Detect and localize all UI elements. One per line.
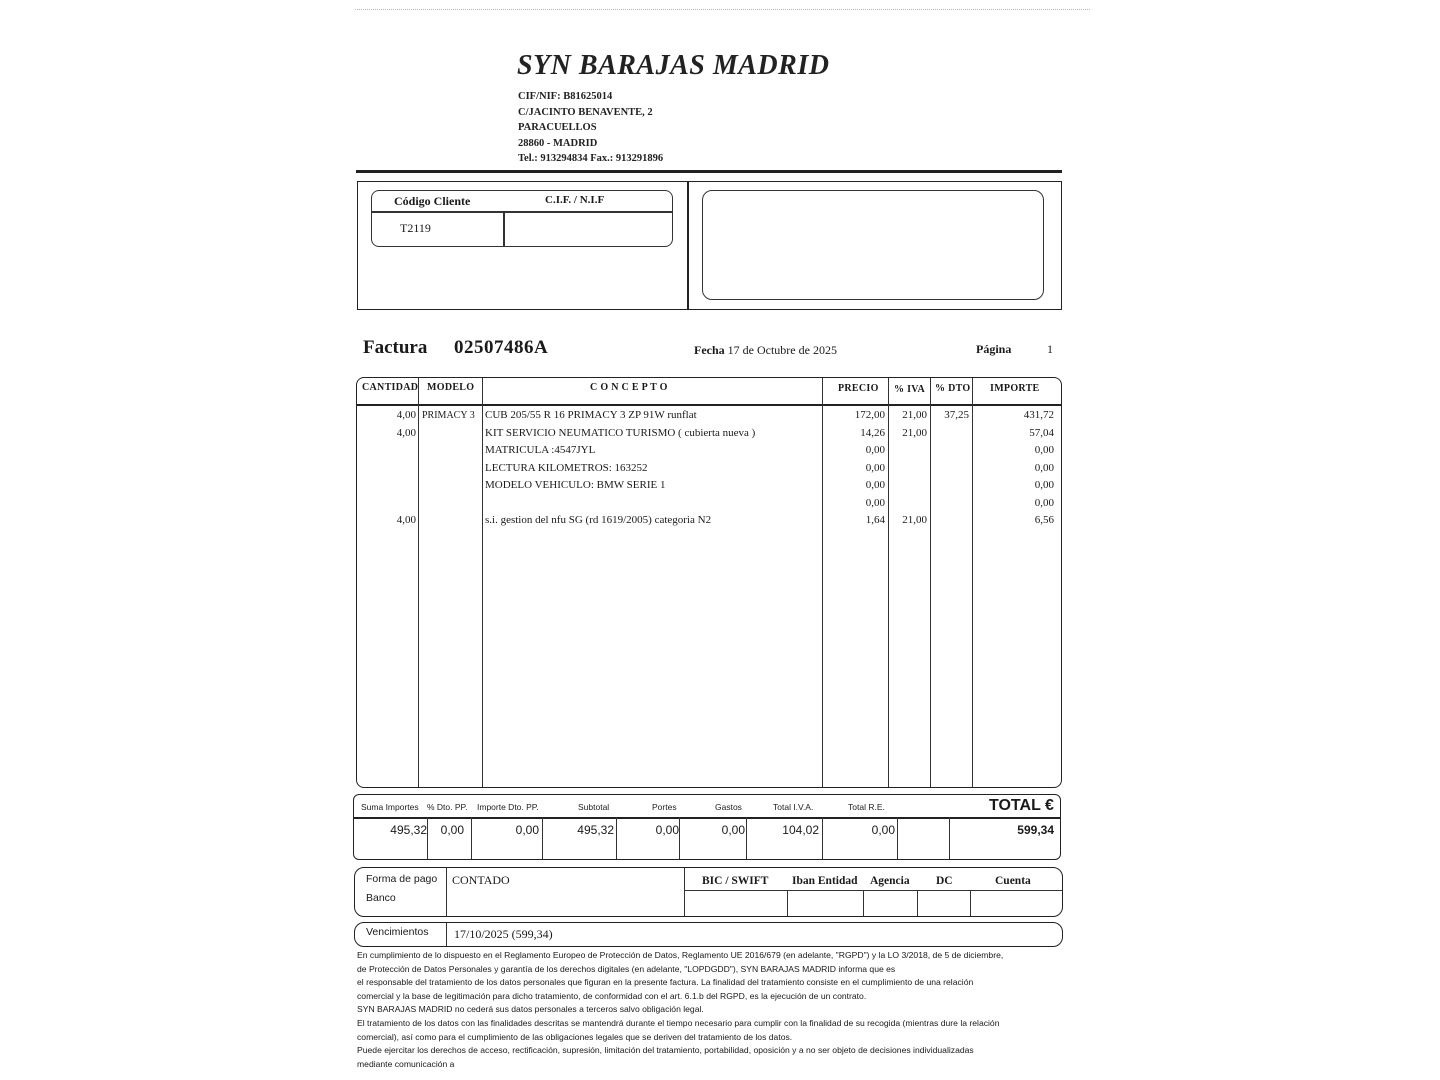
cell-modelo bbox=[422, 477, 484, 495]
cell-modelo bbox=[422, 495, 484, 513]
banco-label: Banco bbox=[366, 892, 396, 904]
forma-pago-value: CONTADO bbox=[452, 873, 510, 887]
value-dto-pp: 0,00 bbox=[440, 823, 464, 837]
vencimientos-value: 17/10/2025 (599,34) bbox=[454, 927, 553, 941]
company-phones: Tel.: 913294834 Fax.: 913291896 bbox=[518, 153, 664, 164]
value-gastos: 0,00 bbox=[721, 823, 745, 837]
vencimientos-label: Vencimientos bbox=[366, 926, 429, 938]
cell-iva: 21,00 bbox=[902, 514, 927, 526]
cell-dto bbox=[931, 442, 969, 460]
cell-precio: 0,00 bbox=[865, 496, 885, 509]
cell-modelo bbox=[422, 512, 484, 530]
value-total-iva: 104,02 bbox=[782, 823, 819, 837]
th-cantidad: CANTIDAD bbox=[362, 382, 419, 393]
label-portes: Portes bbox=[652, 802, 677, 812]
cell-precio: 172,00 bbox=[854, 409, 885, 421]
cell-modelo: PRIMACY 3 bbox=[422, 410, 475, 421]
client-cif-label: C.I.F. / N.I.F bbox=[545, 194, 605, 206]
cell-modelo bbox=[422, 425, 484, 443]
company-address bbox=[518, 89, 663, 167]
cell-dto: 37,25 bbox=[944, 409, 969, 421]
cell-cantidad bbox=[359, 477, 416, 495]
legal-line: El tratamiento de los datos con las finalidades descritas se mantendrá durante el tiempo necesario para cumplir con la finalidad de su recogida (mientras dure la relación bbox=[357, 1017, 1000, 1028]
header-divider bbox=[356, 170, 1062, 173]
cell-concepto: MODELO VEHICULO: BMW SERIE 1 bbox=[485, 479, 666, 491]
cell-dto bbox=[931, 477, 969, 495]
cell-iva: 21,00 bbox=[902, 409, 927, 421]
cell-iva bbox=[889, 442, 927, 460]
label-dto-pp: % Dto. PP. bbox=[427, 802, 468, 812]
legal-line: de Protección de Datos Personales y garantía de los derechos digitales (en adelante, "LOPDGDD"), SYN BARAJAS MADRID informa que es bbox=[357, 963, 896, 974]
cell-modelo bbox=[422, 460, 484, 478]
company-cif: CIF/NIF: B81625014 bbox=[518, 91, 613, 102]
cell-cantidad: 4,00 bbox=[396, 514, 416, 526]
cell-iva bbox=[889, 477, 927, 495]
value-suma-importes: 495,32 bbox=[390, 823, 427, 837]
value-total: 599,34 bbox=[1017, 823, 1054, 837]
value-total-re: 0,00 bbox=[871, 823, 895, 837]
bic-swift-label: BIC / SWIFT bbox=[702, 875, 769, 887]
cell-iva bbox=[889, 495, 927, 513]
legal-line: Puede ejercitar los derechos de acceso, rectificación, supresión, limitación del tratamiento, portabilidad, oposición y a no ser objeto de decisiones individualizadas bbox=[357, 1045, 974, 1056]
cell-importe: 0,00 bbox=[1034, 444, 1054, 456]
cell-cantidad bbox=[359, 442, 416, 460]
value-portes: 0,00 bbox=[655, 823, 679, 837]
cell-importe: 0,00 bbox=[1034, 496, 1054, 509]
th-precio: PRECIO bbox=[838, 383, 879, 394]
cell-concepto: MATRICULA :4547JYL bbox=[485, 444, 596, 456]
client-section-divider bbox=[687, 182, 689, 309]
company-town: PARACUELLOS bbox=[518, 122, 597, 133]
client-code-value: T2119 bbox=[400, 221, 431, 235]
cell-dto bbox=[931, 495, 969, 513]
cell-precio: 14,26 bbox=[860, 426, 885, 439]
value-importe-dto: 0,00 bbox=[515, 823, 539, 837]
agencia-label: Agencia bbox=[870, 875, 910, 887]
cell-precio: 0,00 bbox=[865, 444, 885, 456]
label-subtotal: Subtotal bbox=[578, 802, 610, 812]
cell-precio: 0,00 bbox=[865, 461, 885, 474]
cell-concepto bbox=[485, 495, 815, 513]
legal-line: En cumplimiento de lo dispuesto en el Reglamento Europeo de Protección de Datos, Reglamento UE 2016/679 (en adelante, "RGPD") y la LO 3/2018, de 5 de diciembre, bbox=[357, 950, 1004, 960]
client-code-label: Código Cliente bbox=[394, 194, 471, 208]
cell-concepto: LECTURA KILOMETROS: 163252 bbox=[485, 461, 648, 474]
th-modelo: MODELO bbox=[427, 382, 475, 393]
cuenta-label: Cuenta bbox=[995, 875, 1031, 887]
cell-importe: 0,00 bbox=[1034, 461, 1054, 474]
invoice-date-value: 17 de Octubre de 2025 bbox=[727, 343, 837, 357]
cell-iva bbox=[889, 460, 927, 478]
th-concepto: C O N C E P T O bbox=[590, 382, 668, 393]
legal-line: mediante comunicación a bbox=[357, 1058, 455, 1069]
cell-precio: 0,00 bbox=[865, 479, 885, 491]
invoice-label: Factura bbox=[363, 337, 428, 358]
value-subtotal: 495,32 bbox=[577, 823, 614, 837]
th-dto: % DTO bbox=[935, 383, 971, 394]
label-total: TOTAL € bbox=[989, 797, 1054, 814]
invoice-number: 02507486A bbox=[454, 337, 549, 358]
cell-concepto: KIT SERVICIO NEUMATICO TURISMO ( cubierta nueva ) bbox=[485, 426, 756, 439]
label-total-iva: Total I.V.A. bbox=[773, 802, 814, 812]
dc-label: DC bbox=[936, 875, 953, 887]
scan-top-edge bbox=[355, 9, 1090, 14]
legal-line: SYN BARAJAS MADRID no cederá sus datos personales a terceros salvo obligación legal. bbox=[357, 1004, 704, 1015]
cell-concepto: s.i. gestion del nfu SG (rd 1619/2005) categoria N2 bbox=[485, 514, 712, 526]
th-iva: % IVA bbox=[894, 384, 926, 395]
cell-dto bbox=[931, 460, 969, 478]
legal-line: comercial), así como para el cumplimiento de las obligaciones legales que se deriven del tratamiento de los datos. bbox=[357, 1031, 793, 1042]
cell-cantidad bbox=[359, 495, 416, 513]
page-label: Página bbox=[976, 342, 1012, 356]
company-name: SYN BARAJAS MADRID bbox=[517, 50, 830, 81]
cell-importe: 0,00 bbox=[1034, 479, 1054, 491]
cell-importe: 57,04 bbox=[1029, 426, 1054, 439]
invoice-date-label: Fecha bbox=[694, 343, 725, 357]
cell-importe: 431,72 bbox=[1023, 409, 1054, 421]
invoice-date bbox=[694, 343, 837, 358]
cell-dto bbox=[931, 425, 969, 443]
label-total-re: Total R.E. bbox=[848, 802, 885, 812]
company-street: C/JACINTO BENAVENTE, 2 bbox=[518, 106, 653, 118]
cell-importe: 6,56 bbox=[1034, 514, 1054, 526]
legal-line: el responsable del tratamiento de los datos personales que figuran en la presente factura. La finalidad del tratamiento consiste en el cumplimiento de una relación bbox=[357, 977, 974, 988]
legal-notice bbox=[357, 949, 1057, 1071]
forma-pago-label: Forma de pago bbox=[366, 873, 438, 885]
label-importe-dto: Importe Dto. PP. bbox=[477, 802, 539, 812]
page-number: 1 bbox=[1047, 342, 1053, 356]
cell-concepto: CUB 205/55 R 16 PRIMACY 3 ZP 91W runflat bbox=[485, 409, 697, 421]
legal-line: comercial y la base de legitimación para dicho tratamiento, de conformidad con el art. 6.1.b del RGPD, es la ejecución de un contrato. bbox=[357, 990, 867, 1001]
iban-entidad-label: Iban Entidad bbox=[792, 875, 858, 887]
cell-cantidad: 4,00 bbox=[396, 409, 416, 421]
client-address-box bbox=[702, 190, 1044, 300]
th-importe: IMPORTE bbox=[990, 383, 1040, 394]
cell-cantidad: 4,00 bbox=[396, 426, 416, 439]
label-suma-importes: Suma Importes bbox=[361, 802, 419, 812]
cell-iva: 21,00 bbox=[902, 426, 927, 439]
cell-modelo bbox=[422, 442, 484, 460]
company-city: 28860 - MADRID bbox=[518, 137, 598, 149]
cell-cantidad bbox=[359, 460, 416, 478]
cell-dto bbox=[931, 512, 969, 530]
label-gastos: Gastos bbox=[715, 802, 742, 812]
cell-precio: 1,64 bbox=[865, 514, 885, 526]
